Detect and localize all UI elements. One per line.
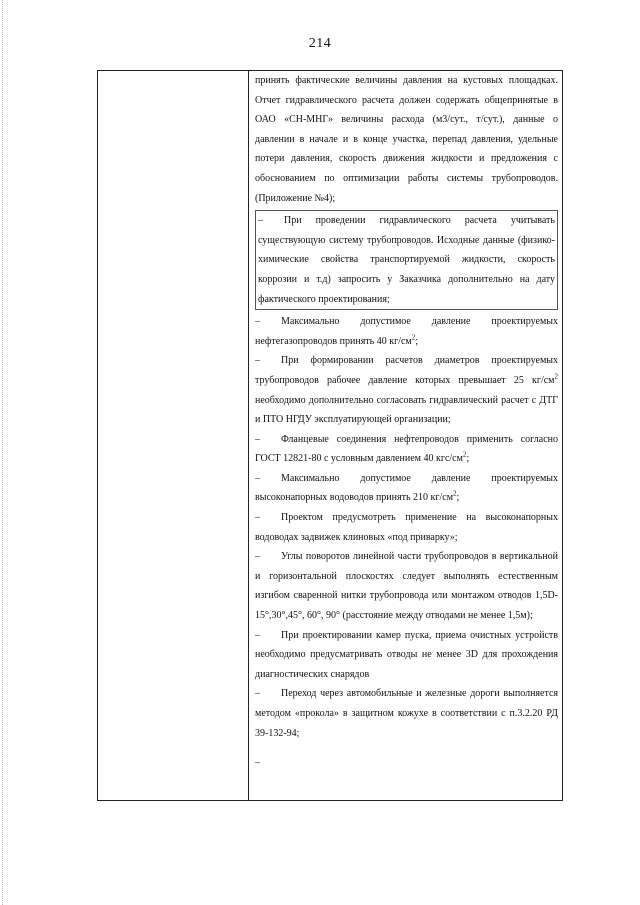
column-divider <box>248 71 249 800</box>
paragraph-3: – При формировании расчетов диаметров проектируемых трубопроводов рабочее давление которых превышает 25 $кг/см^2$ необходимо дополнительно согласовать гидравлический расчет с ДТГ и ПТО НГДУ эксплуатирующей организации; <box>255 351 558 429</box>
paragraph-7: – Углы поворотов линейной части трубопроводов в вертикальной и горизонтальной плоскостях следует выполнять естественным изгибом сваренной нитки трубопровода или монтажом отводов 1,5D-15°,30°,45°, 60°, 90° (расстояние между отводами не менее 1,5м); <box>255 547 558 625</box>
scan-edge <box>2 0 3 905</box>
paragraph-1: – При проведении гидравлического расчета учитывать существующую систему трубопроводов. Исходные данные (физико-химические свойства транспортируемой жидкости, скорость коррозии и т.д) запросить у Заказчика дополнительно на дату фактического проектирования; <box>255 210 558 310</box>
paragraph-6: – Проектом предусмотреть применение на высоконапорных водоводах задвижек клиновых «под приварку»; <box>255 508 558 547</box>
paragraph-4: – Фланцевые соединения нефтепроводов применить согласно ГОСТ 12821-80 с условным давлением 40 кгс/$см^2$; <box>255 430 558 469</box>
dash-marker: – <box>255 551 260 563</box>
paragraph-8: – При проектировании камер пуска, приема очистных устройств необходимо предусматривать отводы не менее 3D для прохождения диагностических снарядов <box>255 626 558 685</box>
dash-marker: – <box>255 472 260 484</box>
page-number: 214 <box>308 36 332 51</box>
requirements-cell <box>255 71 558 773</box>
paragraph-0: принять фактические величины давления на кустовых площадках. Отчет гидравлического расчета должен содержать общепринятые в ОАО «СН-МНГ» величины расхода (м3/сут., т/сут.), данные о давлении в начале и в конце участка, перепад давления, удельные потери давления, скорость движения жидкости и предложения с обоснованием по оптимизации работы системы трубопроводов. (Приложение №4); <box>255 75 558 204</box>
dash-marker: – <box>255 316 260 328</box>
dash-marker: – <box>255 433 260 445</box>
dash-marker: – <box>255 355 260 367</box>
dash-marker: – <box>255 629 260 641</box>
dash-marker: – <box>255 688 260 700</box>
requirements-table <box>97 70 563 801</box>
paragraph-2: – Максимально допустимое давление проектируемых нефтегазопроводов принять 40 $кг/см^2$; <box>255 312 558 351</box>
paragraph-9: – Переход через автомобильные и железные дороги выполняется методом «прокола» в защитном кожухе в соответствии с п.3.2.20 РД 39-132-94; <box>255 684 558 743</box>
trailing-dash: – <box>255 757 260 769</box>
paragraph-5: – Максимально допустимое давление проектируемых высоконапорных водоводов принять 210 $кг/см^2$; <box>255 469 558 508</box>
dash-marker: – <box>255 512 260 524</box>
dash-marker: – <box>258 215 263 227</box>
